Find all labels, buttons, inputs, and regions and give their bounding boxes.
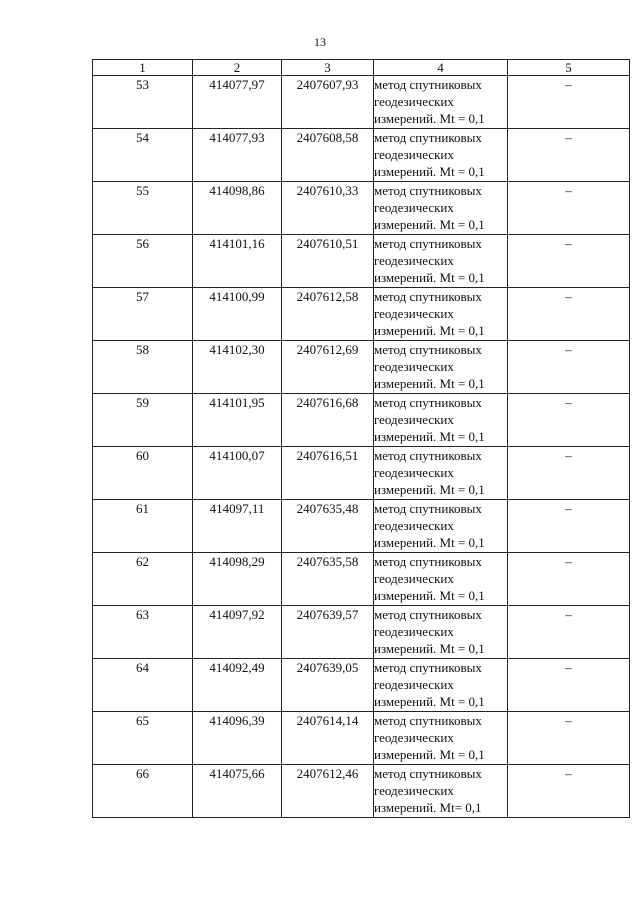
- note-cell: –: [508, 235, 630, 288]
- point-number-cell: 64: [93, 659, 193, 712]
- x-coordinate-cell: 414101,95: [193, 394, 282, 447]
- note-cell: –: [508, 129, 630, 182]
- point-number-cell: 63: [93, 606, 193, 659]
- method-line: метод спутниковых: [374, 448, 482, 463]
- method-line: метод спутниковых: [374, 766, 482, 781]
- method-cell: [374, 394, 508, 447]
- point-number-cell: 58: [93, 341, 193, 394]
- method-line: метод спутниковых: [374, 607, 482, 622]
- note-cell: –: [508, 394, 630, 447]
- method-cell: [374, 712, 508, 765]
- note-cell: –: [508, 341, 630, 394]
- table-header-row: [93, 60, 630, 76]
- y-coordinate-cell: 2407639,05: [282, 659, 374, 712]
- method-cell: [374, 341, 508, 394]
- y-coordinate-cell: 2407607,93: [282, 76, 374, 129]
- x-coordinate-cell: 414096,39: [193, 712, 282, 765]
- method-line: измерений. Mt = 0,1: [374, 588, 485, 603]
- method-line: геодезических: [374, 730, 454, 745]
- method-line: геодезических: [374, 571, 454, 586]
- coordinates-table: [92, 59, 630, 818]
- method-line: метод спутниковых: [374, 660, 482, 675]
- method-line: геодезических: [374, 624, 454, 639]
- method-line: метод спутниковых: [374, 130, 482, 145]
- y-coordinate-cell: 2407616,68: [282, 394, 374, 447]
- note-cell: –: [508, 659, 630, 712]
- note-cell: –: [508, 606, 630, 659]
- table-row: [93, 606, 630, 659]
- table-row: [93, 182, 630, 235]
- point-number-cell: 56: [93, 235, 193, 288]
- method-line: измерений. Mt = 0,1: [374, 111, 485, 126]
- table-row: [93, 765, 630, 818]
- point-number-cell: 55: [93, 182, 193, 235]
- table-row: [93, 500, 630, 553]
- method-cell: [374, 129, 508, 182]
- point-number-cell: 53: [93, 76, 193, 129]
- x-coordinate-cell: 414100,07: [193, 447, 282, 500]
- method-cell: [374, 182, 508, 235]
- method-line: измерений. Mt= 0,1: [374, 800, 482, 815]
- y-coordinate-cell: 2407639,57: [282, 606, 374, 659]
- note-cell: –: [508, 712, 630, 765]
- method-cell: [374, 500, 508, 553]
- method-line: метод спутниковых: [374, 236, 482, 251]
- table-row: [93, 712, 630, 765]
- y-coordinate-cell: 2407612,69: [282, 341, 374, 394]
- method-line: геодезических: [374, 253, 454, 268]
- table-row: [93, 76, 630, 129]
- x-coordinate-cell: 414075,66: [193, 765, 282, 818]
- method-line: измерений. Mt = 0,1: [374, 217, 485, 232]
- y-coordinate-cell: 2407610,33: [282, 182, 374, 235]
- method-cell: [374, 288, 508, 341]
- point-number-cell: 65: [93, 712, 193, 765]
- table-body: [93, 76, 630, 818]
- method-line: геодезических: [374, 783, 454, 798]
- method-line: измерений. Mt = 0,1: [374, 641, 485, 656]
- method-line: измерений. Mt = 0,1: [374, 535, 485, 550]
- x-coordinate-cell: 414097,92: [193, 606, 282, 659]
- x-coordinate-cell: 414098,29: [193, 553, 282, 606]
- method-cell: [374, 659, 508, 712]
- point-number-cell: 66: [93, 765, 193, 818]
- x-coordinate-cell: 414102,30: [193, 341, 282, 394]
- table-row: [93, 341, 630, 394]
- table-row: [93, 394, 630, 447]
- y-coordinate-cell: 2407608,58: [282, 129, 374, 182]
- point-number-cell: 54: [93, 129, 193, 182]
- method-line: метод спутниковых: [374, 183, 482, 198]
- method-line: геодезических: [374, 200, 454, 215]
- method-line: геодезических: [374, 412, 454, 427]
- method-line: измерений. Mt = 0,1: [374, 376, 485, 391]
- column-header-1: 1: [93, 60, 193, 76]
- method-line: измерений. Mt = 0,1: [374, 482, 485, 497]
- method-cell: [374, 606, 508, 659]
- point-number-cell: 59: [93, 394, 193, 447]
- note-cell: –: [508, 288, 630, 341]
- x-coordinate-cell: 414101,16: [193, 235, 282, 288]
- column-header-4: 4: [374, 60, 508, 76]
- table-row: [93, 447, 630, 500]
- point-number-cell: 62: [93, 553, 193, 606]
- y-coordinate-cell: 2407612,46: [282, 765, 374, 818]
- table-row: [93, 288, 630, 341]
- page-number: 13: [314, 35, 326, 49]
- method-cell: [374, 76, 508, 129]
- x-coordinate-cell: 414077,97: [193, 76, 282, 129]
- table-row: [93, 235, 630, 288]
- method-line: измерений. Mt = 0,1: [374, 323, 485, 338]
- y-coordinate-cell: 2407616,51: [282, 447, 374, 500]
- method-line: измерений. Mt = 0,1: [374, 270, 485, 285]
- method-cell: [374, 235, 508, 288]
- method-cell: [374, 447, 508, 500]
- method-line: измерений. Mt = 0,1: [374, 747, 485, 762]
- table-row: [93, 129, 630, 182]
- table-row: [93, 553, 630, 606]
- column-header-5: 5: [508, 60, 630, 76]
- y-coordinate-cell: 2407635,58: [282, 553, 374, 606]
- method-line: метод спутниковых: [374, 395, 482, 410]
- point-number-cell: 61: [93, 500, 193, 553]
- note-cell: –: [508, 553, 630, 606]
- y-coordinate-cell: 2407635,48: [282, 500, 374, 553]
- x-coordinate-cell: 414097,11: [193, 500, 282, 553]
- column-header-2: 2: [193, 60, 282, 76]
- x-coordinate-cell: 414098,86: [193, 182, 282, 235]
- method-cell: [374, 765, 508, 818]
- method-cell: [374, 553, 508, 606]
- x-coordinate-cell: 414100,99: [193, 288, 282, 341]
- method-line: метод спутниковых: [374, 501, 482, 516]
- method-line: геодезических: [374, 677, 454, 692]
- method-line: геодезических: [374, 518, 454, 533]
- method-line: геодезических: [374, 465, 454, 480]
- method-line: измерений. Mt = 0,1: [374, 164, 485, 179]
- method-line: геодезических: [374, 94, 454, 109]
- table-row: [93, 659, 630, 712]
- x-coordinate-cell: 414092,49: [193, 659, 282, 712]
- method-line: измерений. Mt = 0,1: [374, 429, 485, 444]
- y-coordinate-cell: 2407612,58: [282, 288, 374, 341]
- method-line: метод спутниковых: [374, 289, 482, 304]
- y-coordinate-cell: 2407610,51: [282, 235, 374, 288]
- note-cell: –: [508, 182, 630, 235]
- point-number-cell: 57: [93, 288, 193, 341]
- method-line: метод спутниковых: [374, 713, 482, 728]
- y-coordinate-cell: 2407614,14: [282, 712, 374, 765]
- method-line: метод спутниковых: [374, 77, 482, 92]
- method-line: метод спутниковых: [374, 342, 482, 357]
- method-line: измерений. Mt = 0,1: [374, 694, 485, 709]
- method-line: геодезических: [374, 147, 454, 162]
- note-cell: –: [508, 500, 630, 553]
- column-header-3: 3: [282, 60, 374, 76]
- note-cell: –: [508, 76, 630, 129]
- method-line: геодезических: [374, 359, 454, 374]
- note-cell: –: [508, 765, 630, 818]
- method-line: геодезических: [374, 306, 454, 321]
- x-coordinate-cell: 414077,93: [193, 129, 282, 182]
- method-line: метод спутниковых: [374, 554, 482, 569]
- point-number-cell: 60: [93, 447, 193, 500]
- note-cell: –: [508, 447, 630, 500]
